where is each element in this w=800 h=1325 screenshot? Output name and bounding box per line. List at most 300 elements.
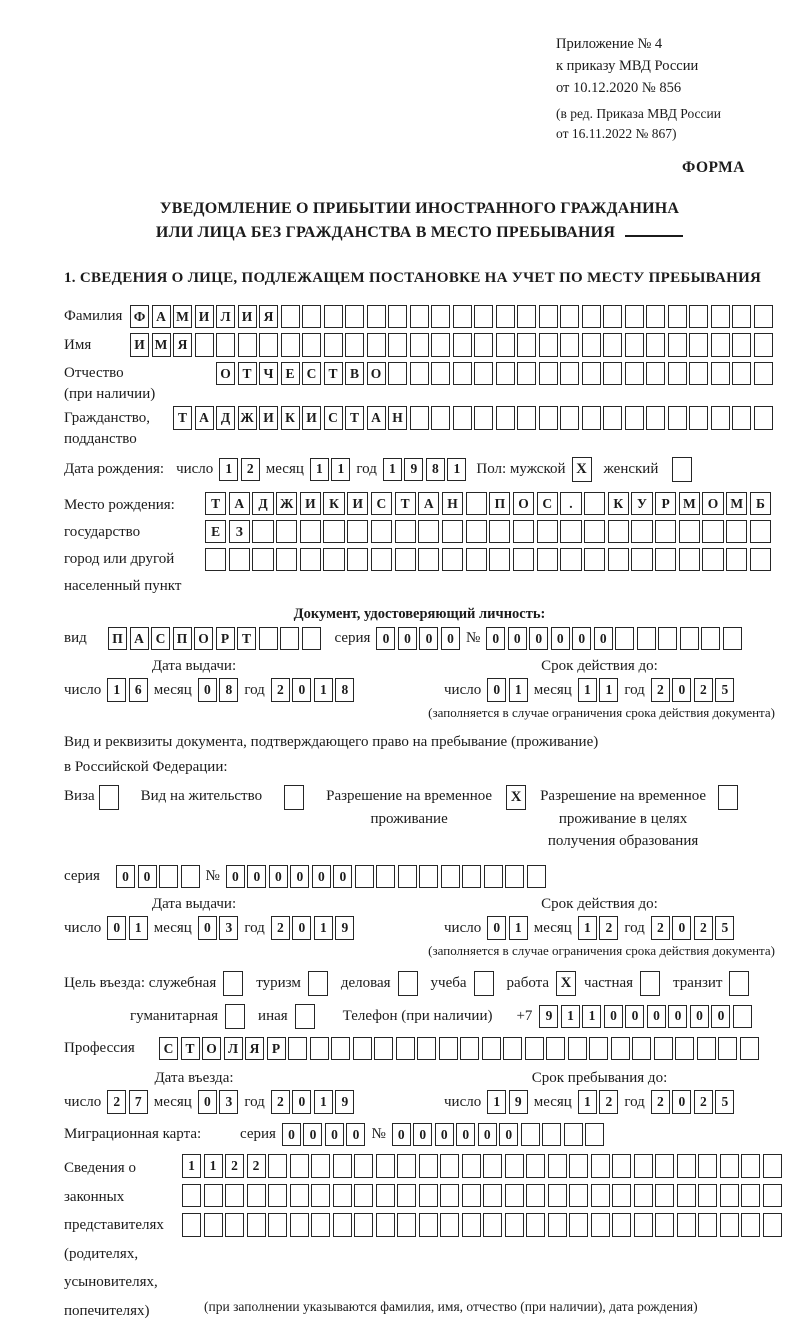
char-cell[interactable]: Л [216,305,235,329]
char-cell[interactable]: Т [345,406,364,430]
char-cell[interactable]: 0 [198,916,217,940]
char-cell[interactable] [646,333,665,357]
char-cell[interactable]: 0 [138,865,157,889]
char-cell[interactable] [376,1154,395,1178]
char-cell[interactable] [453,406,472,430]
char-cell[interactable] [546,1037,565,1061]
char-cell[interactable]: 2 [599,1090,618,1114]
char-cell[interactable] [632,1037,651,1061]
char-cell[interactable]: 1 [129,916,148,940]
char-cell[interactable] [658,627,677,651]
char-cell[interactable]: 2 [107,1090,126,1114]
char-cell[interactable]: 1 [509,678,528,702]
char-cell[interactable]: С [537,492,558,516]
char-cell[interactable]: П [173,627,192,651]
char-cell[interactable] [204,1184,223,1208]
char-cell[interactable]: И [259,406,278,430]
char-cell[interactable] [410,305,429,329]
char-cell[interactable] [603,305,622,329]
char-cell[interactable] [410,406,429,430]
char-cell[interactable] [205,548,226,572]
char-cell[interactable] [418,520,439,544]
char-cell[interactable]: 1 [487,1090,506,1114]
char-cell[interactable] [634,1154,653,1178]
char-cell[interactable]: И [238,305,257,329]
char-cell[interactable] [276,520,297,544]
char-cell[interactable] [517,406,536,430]
char-cell[interactable] [584,492,605,516]
char-cell[interactable] [560,305,579,329]
char-cell[interactable] [300,548,321,572]
char-cell[interactable]: О [194,627,213,651]
char-cell[interactable] [259,627,278,651]
char-cell[interactable]: К [323,492,344,516]
char-cell[interactable] [331,1037,350,1061]
char-cell[interactable] [711,333,730,357]
char-cell[interactable] [754,362,773,386]
char-cell[interactable]: 2 [651,1090,670,1114]
char-cell[interactable] [634,1184,653,1208]
char-cell[interactable]: Ч [259,362,278,386]
char-cell[interactable] [302,333,321,357]
visa-checkbox[interactable] [99,785,119,810]
char-cell[interactable] [466,520,487,544]
char-cell[interactable]: О [513,492,534,516]
char-cell[interactable] [585,1123,604,1147]
char-cell[interactable]: 1 [561,1005,580,1029]
char-cell[interactable] [517,333,536,357]
char-cell[interactable] [517,305,536,329]
char-cell[interactable] [711,362,730,386]
char-cell[interactable]: 9 [335,1090,354,1114]
char-cell[interactable] [397,1184,416,1208]
char-cell[interactable] [754,333,773,357]
temp-residence-edu-checkbox[interactable] [718,785,738,810]
char-cell[interactable]: 0 [625,1005,644,1029]
char-cell[interactable]: 0 [668,1005,687,1029]
char-cell[interactable] [668,362,687,386]
char-cell[interactable] [689,305,708,329]
char-cell[interactable]: 2 [694,678,713,702]
char-cell[interactable]: У [631,492,652,516]
char-cell[interactable] [548,1154,567,1178]
char-cell[interactable]: З [229,520,250,544]
char-cell[interactable] [615,627,634,651]
char-cell[interactable] [539,333,558,357]
char-cell[interactable] [539,362,558,386]
char-cell[interactable]: Т [173,406,192,430]
char-cell[interactable] [182,1184,201,1208]
char-cell[interactable] [439,1037,458,1061]
char-cell[interactable] [290,1184,309,1208]
char-cell[interactable]: 2 [271,1090,290,1114]
char-cell[interactable]: Д [216,406,235,430]
char-cell[interactable] [252,520,273,544]
char-cell[interactable] [539,406,558,430]
char-cell[interactable]: Б [750,492,771,516]
char-cell[interactable]: Я [173,333,192,357]
char-cell[interactable]: 1 [509,916,528,940]
char-cell[interactable]: 0 [419,627,438,651]
char-cell[interactable] [750,548,771,572]
char-cell[interactable]: Д [252,492,273,516]
char-cell[interactable] [195,333,214,357]
char-cell[interactable] [711,406,730,430]
char-cell[interactable] [537,548,558,572]
purpose-tourism-checkbox[interactable] [308,971,328,996]
char-cell[interactable] [763,1213,782,1237]
char-cell[interactable] [505,865,524,889]
purpose-private-checkbox[interactable] [640,971,660,996]
char-cell[interactable]: 0 [292,678,311,702]
char-cell[interactable] [625,305,644,329]
char-cell[interactable] [345,305,364,329]
char-cell[interactable] [302,305,321,329]
char-cell[interactable] [354,1154,373,1178]
char-cell[interactable] [302,627,321,651]
char-cell[interactable] [417,1037,436,1061]
char-cell[interactable]: С [324,406,343,430]
char-cell[interactable] [560,333,579,357]
char-cell[interactable] [698,1213,717,1237]
char-cell[interactable]: 2 [694,916,713,940]
char-cell[interactable] [419,1154,438,1178]
char-cell[interactable] [732,333,751,357]
char-cell[interactable]: Р [216,627,235,651]
sex-male-checkbox[interactable]: X [572,457,592,482]
char-cell[interactable] [646,362,665,386]
char-cell[interactable]: 1 [383,458,402,482]
char-cell[interactable]: Т [395,492,416,516]
char-cell[interactable] [513,548,534,572]
char-cell[interactable] [505,1154,524,1178]
char-cell[interactable]: 0 [711,1005,730,1029]
char-cell[interactable] [268,1184,287,1208]
char-cell[interactable] [496,362,515,386]
char-cell[interactable]: Ф [130,305,149,329]
char-cell[interactable] [489,520,510,544]
char-cell[interactable] [355,865,374,889]
char-cell[interactable] [431,362,450,386]
char-cell[interactable] [410,333,429,357]
char-cell[interactable]: 0 [333,865,352,889]
char-cell[interactable] [371,548,392,572]
char-cell[interactable] [608,548,629,572]
char-cell[interactable]: Я [259,305,278,329]
char-cell[interactable] [441,865,460,889]
char-cell[interactable] [582,406,601,430]
char-cell[interactable] [474,362,493,386]
char-cell[interactable]: 8 [219,678,238,702]
char-cell[interactable] [453,362,472,386]
char-cell[interactable] [496,406,515,430]
char-cell[interactable] [252,548,273,572]
char-cell[interactable]: С [371,492,392,516]
char-cell[interactable]: 0 [346,1123,365,1147]
char-cell[interactable] [396,1037,415,1061]
char-cell[interactable] [560,548,581,572]
char-cell[interactable]: 3 [219,916,238,940]
char-cell[interactable]: 1 [310,458,329,482]
char-cell[interactable]: 0 [392,1123,411,1147]
char-cell[interactable] [527,865,546,889]
char-cell[interactable] [181,865,200,889]
char-cell[interactable] [505,1184,524,1208]
char-cell[interactable] [440,1154,459,1178]
char-cell[interactable] [290,1154,309,1178]
char-cell[interactable] [323,548,344,572]
char-cell[interactable] [726,548,747,572]
char-cell[interactable]: 1 [314,678,333,702]
char-cell[interactable] [466,548,487,572]
char-cell[interactable] [323,520,344,544]
char-cell[interactable] [582,333,601,357]
char-cell[interactable] [740,1037,759,1061]
char-cell[interactable] [741,1184,760,1208]
char-cell[interactable]: 0 [292,916,311,940]
char-cell[interactable]: 0 [690,1005,709,1029]
char-cell[interactable] [397,1213,416,1237]
char-cell[interactable] [750,520,771,544]
char-cell[interactable]: 0 [478,1123,497,1147]
char-cell[interactable]: О [216,362,235,386]
char-cell[interactable] [584,548,605,572]
char-cell[interactable]: 0 [312,865,331,889]
char-cell[interactable]: С [159,1037,178,1061]
char-cell[interactable]: 0 [672,916,691,940]
char-cell[interactable]: 0 [594,627,613,651]
char-cell[interactable] [677,1154,696,1178]
char-cell[interactable] [474,406,493,430]
char-cell[interactable]: 2 [651,678,670,702]
char-cell[interactable] [238,333,257,357]
char-cell[interactable] [631,520,652,544]
char-cell[interactable] [702,520,723,544]
char-cell[interactable]: Е [281,362,300,386]
char-cell[interactable]: 2 [247,1154,266,1178]
char-cell[interactable] [733,1005,752,1029]
purpose-transit-checkbox[interactable] [729,971,749,996]
char-cell[interactable] [560,362,579,386]
char-cell[interactable]: 0 [672,678,691,702]
char-cell[interactable] [679,548,700,572]
char-cell[interactable]: М [152,333,171,357]
char-cell[interactable] [517,362,536,386]
char-cell[interactable] [333,1213,352,1237]
char-cell[interactable] [259,333,278,357]
char-cell[interactable]: 3 [219,1090,238,1114]
char-cell[interactable] [410,362,429,386]
char-cell[interactable]: 1 [314,916,333,940]
char-cell[interactable] [280,627,299,651]
char-cell[interactable] [668,305,687,329]
char-cell[interactable] [345,333,364,357]
char-cell[interactable] [701,627,720,651]
char-cell[interactable] [453,333,472,357]
char-cell[interactable] [521,1123,540,1147]
char-cell[interactable]: А [367,406,386,430]
char-cell[interactable] [702,548,723,572]
char-cell[interactable] [159,865,178,889]
char-cell[interactable]: 9 [509,1090,528,1114]
char-cell[interactable] [603,333,622,357]
char-cell[interactable] [655,1213,674,1237]
char-cell[interactable]: 2 [694,1090,713,1114]
char-cell[interactable] [582,362,601,386]
char-cell[interactable] [564,1123,583,1147]
char-cell[interactable] [290,1213,309,1237]
char-cell[interactable] [675,1037,694,1061]
char-cell[interactable]: 0 [247,865,266,889]
char-cell[interactable] [697,1037,716,1061]
char-cell[interactable]: О [702,492,723,516]
char-cell[interactable] [347,548,368,572]
char-cell[interactable]: А [152,305,171,329]
char-cell[interactable] [698,1154,717,1178]
char-cell[interactable] [397,1154,416,1178]
char-cell[interactable]: 0 [551,627,570,651]
char-cell[interactable]: А [195,406,214,430]
char-cell[interactable]: 1 [204,1154,223,1178]
char-cell[interactable] [548,1184,567,1208]
char-cell[interactable]: 0 [107,916,126,940]
char-cell[interactable] [646,305,665,329]
char-cell[interactable] [376,1213,395,1237]
char-cell[interactable] [225,1213,244,1237]
char-cell[interactable] [300,520,321,544]
char-cell[interactable] [542,1123,561,1147]
char-cell[interactable]: С [302,362,321,386]
char-cell[interactable] [419,865,438,889]
char-cell[interactable] [526,1213,545,1237]
char-cell[interactable] [216,333,235,357]
char-cell[interactable] [568,1037,587,1061]
char-cell[interactable] [460,1037,479,1061]
char-cell[interactable] [324,333,343,357]
char-cell[interactable] [741,1213,760,1237]
char-cell[interactable]: О [202,1037,221,1061]
char-cell[interactable] [276,548,297,572]
char-cell[interactable]: 0 [198,1090,217,1114]
char-cell[interactable] [268,1154,287,1178]
char-cell[interactable]: 0 [572,627,591,651]
char-cell[interactable]: 0 [647,1005,666,1029]
char-cell[interactable]: И [302,406,321,430]
char-cell[interactable] [247,1184,266,1208]
char-cell[interactable]: 9 [404,458,423,482]
char-cell[interactable]: Ж [276,492,297,516]
char-cell[interactable] [631,548,652,572]
char-cell[interactable] [591,1213,610,1237]
char-cell[interactable]: В [345,362,364,386]
char-cell[interactable] [311,1154,330,1178]
char-cell[interactable] [419,1184,438,1208]
char-cell[interactable] [655,1154,674,1178]
char-cell[interactable]: А [229,492,250,516]
char-cell[interactable] [680,627,699,651]
char-cell[interactable] [591,1184,610,1208]
char-cell[interactable]: 9 [335,916,354,940]
char-cell[interactable] [526,1184,545,1208]
char-cell[interactable] [419,1213,438,1237]
char-cell[interactable]: 2 [225,1154,244,1178]
char-cell[interactable]: А [418,492,439,516]
char-cell[interactable]: К [608,492,629,516]
char-cell[interactable]: 0 [226,865,245,889]
char-cell[interactable] [625,362,644,386]
char-cell[interactable] [496,305,515,329]
char-cell[interactable] [367,333,386,357]
char-cell[interactable] [763,1154,782,1178]
char-cell[interactable] [589,1037,608,1061]
char-cell[interactable] [655,548,676,572]
char-cell[interactable] [655,1184,674,1208]
char-cell[interactable] [611,1037,630,1061]
char-cell[interactable] [569,1213,588,1237]
char-cell[interactable] [371,520,392,544]
char-cell[interactable] [503,1037,522,1061]
char-cell[interactable] [496,333,515,357]
sex-female-checkbox[interactable] [672,457,692,482]
char-cell[interactable]: 0 [456,1123,475,1147]
char-cell[interactable] [720,1213,739,1237]
char-cell[interactable] [353,1037,372,1061]
char-cell[interactable]: П [108,627,127,651]
char-cell[interactable] [388,362,407,386]
char-cell[interactable] [526,1154,545,1178]
char-cell[interactable] [333,1154,352,1178]
char-cell[interactable]: А [130,627,149,651]
char-cell[interactable]: 2 [651,916,670,940]
char-cell[interactable] [668,406,687,430]
char-cell[interactable] [395,520,416,544]
char-cell[interactable] [677,1213,696,1237]
char-cell[interactable] [537,520,558,544]
char-cell[interactable]: 0 [325,1123,344,1147]
char-cell[interactable] [763,1184,782,1208]
char-cell[interactable] [732,305,751,329]
char-cell[interactable] [418,548,439,572]
char-cell[interactable] [689,333,708,357]
char-cell[interactable] [548,1213,567,1237]
char-cell[interactable] [637,627,656,651]
char-cell[interactable]: 0 [672,1090,691,1114]
char-cell[interactable] [655,520,676,544]
char-cell[interactable] [625,406,644,430]
char-cell[interactable]: 1 [582,1005,601,1029]
char-cell[interactable]: Ж [238,406,257,430]
char-cell[interactable] [483,1184,502,1208]
char-cell[interactable] [732,362,751,386]
char-cell[interactable] [720,1184,739,1208]
char-cell[interactable]: 5 [715,1090,734,1114]
char-cell[interactable] [582,305,601,329]
char-cell[interactable]: М [173,305,192,329]
char-cell[interactable] [634,1213,653,1237]
char-cell[interactable] [229,548,250,572]
char-cell[interactable] [311,1184,330,1208]
char-cell[interactable] [354,1213,373,1237]
char-cell[interactable] [462,1213,481,1237]
char-cell[interactable] [324,305,343,329]
char-cell[interactable] [281,333,300,357]
char-cell[interactable]: К [281,406,300,430]
char-cell[interactable]: М [726,492,747,516]
char-cell[interactable]: 0 [499,1123,518,1147]
char-cell[interactable] [374,1037,393,1061]
char-cell[interactable] [505,1213,524,1237]
char-cell[interactable] [612,1184,631,1208]
